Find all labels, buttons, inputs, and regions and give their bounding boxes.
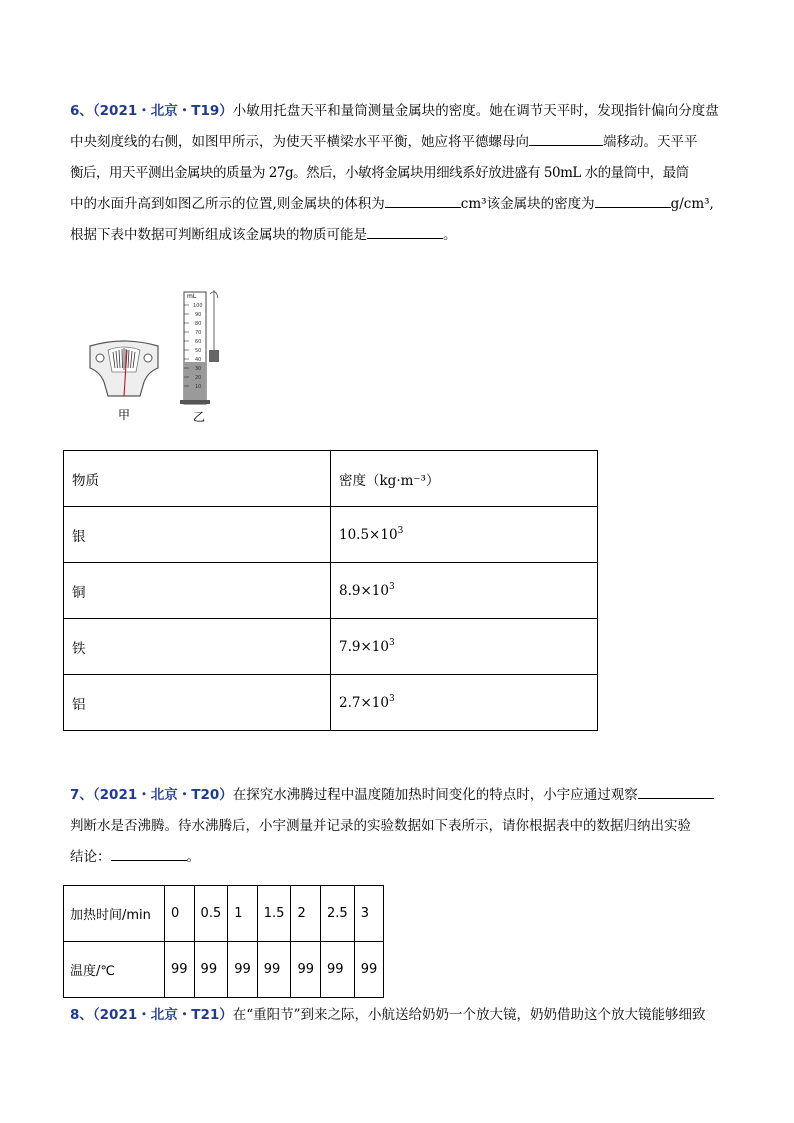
- substance-cell: 铁: [64, 619, 331, 675]
- cylinder-tick-70: 70: [195, 330, 202, 336]
- density-cell: $2.7\times 10^3$: [331, 675, 598, 731]
- time-cell: 2.5: [321, 886, 355, 942]
- q6-text-2a: 中央刻度线的右侧，如图甲所示，为使天平横梁水平平衡，她应将平德螺母向: [70, 134, 529, 150]
- density-cell: $8.9\times 10^3$: [331, 563, 598, 619]
- table-header-substance: 物质: [64, 451, 331, 507]
- q7-source: （2021・北京・T20）: [92, 787, 233, 803]
- q7-line-3: [70, 842, 730, 873]
- cylinder-tick-100: 100: [193, 303, 203, 309]
- q6-line-5: [70, 220, 730, 251]
- q6-line-2: [70, 127, 730, 158]
- time-cell: 0: [165, 886, 195, 942]
- question-8: [70, 1000, 730, 1031]
- graduated-cylinder-figure: [176, 288, 226, 410]
- time-cell: 1.5: [257, 886, 291, 942]
- table-row: [64, 675, 598, 731]
- temperature-cell: 99: [321, 942, 355, 998]
- q6-text-4a: 中的水面升高到如图乙所示的位置,则金属块的体积为: [70, 196, 385, 212]
- row-label-time: 加热时间/min: [64, 886, 165, 942]
- figure-label-jia: 甲: [118, 408, 131, 422]
- substance-cell: 铝: [64, 675, 331, 731]
- q6-line-4: [70, 189, 730, 220]
- table-row: [64, 507, 598, 563]
- time-cell: 2: [291, 886, 321, 942]
- q7-text-3a: 结论：: [70, 849, 111, 865]
- table-row: [64, 886, 384, 942]
- density-cell: $10.5\times 10^3$: [331, 507, 598, 563]
- q8-source: （2021・北京・T21）: [92, 1007, 233, 1023]
- q6-blank-2[interactable]: [385, 192, 461, 208]
- table-row: [64, 563, 598, 619]
- temperature-cell: 99: [291, 942, 321, 998]
- q6-source: （2021・北京・T19）: [92, 103, 233, 119]
- q7-text-2: 判断水是否沸腾。待水沸腾后，小宇测量并记录的实验数据如下表所示，请你根据表中的数据归纳出实验: [70, 818, 691, 834]
- q7-line-2: [70, 811, 730, 842]
- q6-blank-3[interactable]: [595, 192, 671, 208]
- table-header-density: 密度（kg·m⁻³）: [331, 451, 598, 507]
- substance-cell: 铜: [64, 563, 331, 619]
- temperature-cell: 99: [165, 942, 195, 998]
- q6-number: 6、: [70, 103, 93, 119]
- cylinder-tick-50: 50: [195, 348, 202, 354]
- q8-line-1: [70, 1000, 730, 1031]
- question-6: [70, 96, 730, 251]
- cylinder-tick-60: 60: [195, 339, 202, 345]
- q8-number: 8、: [70, 1007, 93, 1023]
- density-table: [63, 450, 598, 731]
- q6-line-1: [70, 96, 730, 127]
- q6-text-5a: 根据下表中数据可判断组成该金属块的物质可能是: [70, 227, 367, 243]
- q6-text-1: 小敏用托盘天平和量筒测量金属块的密度。她在调节天平时，发现指针偏向分度盘: [232, 103, 719, 119]
- time-cell: 0.5: [194, 886, 228, 942]
- table-row: [64, 451, 598, 507]
- question-7: [70, 780, 730, 873]
- balance-dial-figure: [86, 338, 162, 408]
- row-label-temperature: 温度/℃: [64, 942, 165, 998]
- q6-text-4c: g/cm³,: [670, 196, 714, 212]
- q7-text-1: 在探究水沸腾过程中温度随加热时间变化的特点时，小宇应通过观察: [232, 787, 638, 803]
- cylinder-tick-40: 40: [195, 357, 202, 363]
- q6-blank-1[interactable]: [529, 130, 603, 146]
- cylinder-unit-label: mL: [187, 293, 197, 300]
- q7-line-1: [70, 780, 730, 811]
- cylinder-tick-20: 20: [195, 375, 202, 381]
- figure-label-yi: 乙: [193, 410, 206, 424]
- cylinder-tick-90: 90: [195, 312, 202, 318]
- cylinder-tick-80: 80: [195, 321, 202, 327]
- q6-line-3: [70, 158, 730, 189]
- q6-text-3: 衡后，用天平测出金属块的质量为 27g。然后，小敏将金属块用细线系好放进盛有 50mL 水的量筒中，最筒: [70, 165, 689, 181]
- temperature-cell: 99: [257, 942, 291, 998]
- table-row: [64, 619, 598, 675]
- time-cell: 3: [354, 886, 384, 942]
- q6-blank-4[interactable]: [367, 223, 443, 239]
- substance-cell: 银: [64, 507, 331, 563]
- density-cell: $7.9\times 10^3$: [331, 619, 598, 675]
- time-cell: 1: [228, 886, 258, 942]
- q7-blank-2[interactable]: [111, 845, 187, 861]
- q6-text-5b: 。: [443, 227, 457, 243]
- cylinder-tick-30: 30: [195, 366, 202, 372]
- q8-text-1: 在“重阳节”到来之际，小航送给奶奶一个放大镜，奶奶借助这个放大镜能够细致: [232, 1007, 706, 1023]
- q6-text-4b: cm³该金属块的密度为: [460, 196, 595, 212]
- q7-number: 7、: [70, 787, 93, 803]
- q7-text-3b: 。: [186, 849, 200, 865]
- table-row: [64, 942, 384, 998]
- cylinder-tick-10: 10: [195, 384, 202, 390]
- temperature-cell: 99: [228, 942, 258, 998]
- boiling-data-table: [63, 885, 384, 998]
- temperature-cell: 99: [354, 942, 384, 998]
- q6-text-2b: 端移动。天平平: [603, 134, 698, 150]
- q7-blank-1[interactable]: [638, 783, 714, 799]
- temperature-cell: 99: [194, 942, 228, 998]
